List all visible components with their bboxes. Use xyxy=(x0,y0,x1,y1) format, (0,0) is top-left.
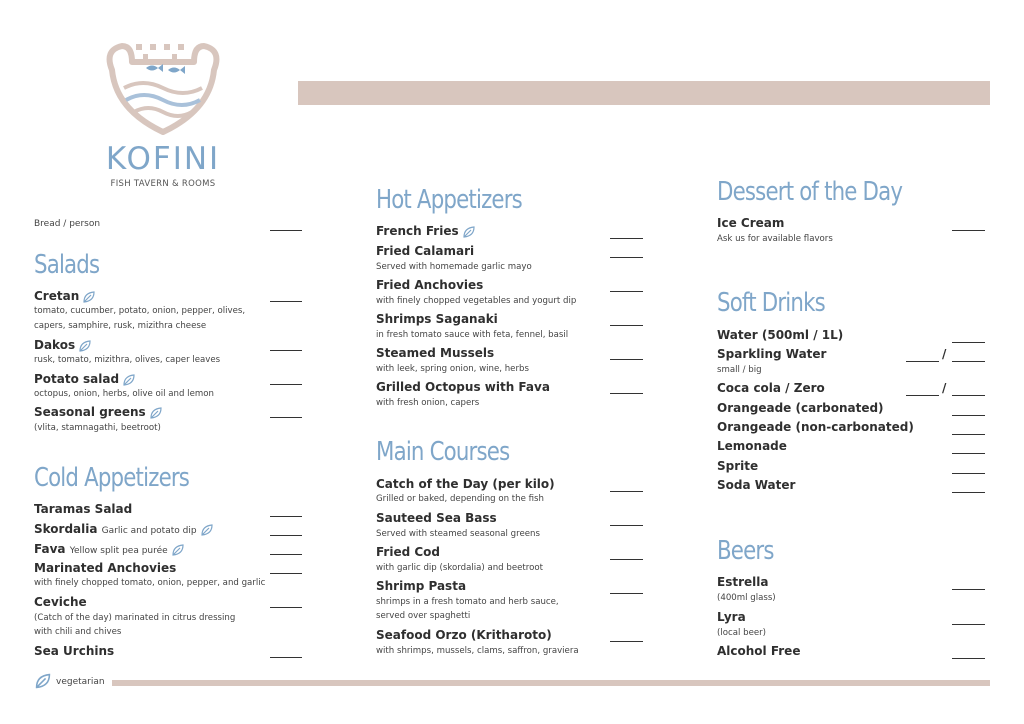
price-line xyxy=(906,394,939,396)
menu-item-desc: (400ml glass) xyxy=(717,593,776,603)
price-line xyxy=(270,229,302,231)
menu-item-desc: Served with steamed seasonal greens xyxy=(376,529,540,539)
menu-item-desc: with leek, spring onion, wine, herbs xyxy=(376,364,529,374)
section-title-main-courses: Main Courses xyxy=(376,437,510,467)
price-line xyxy=(610,558,643,560)
price-line xyxy=(270,572,302,574)
section-title-dessert: Dessert of the Day xyxy=(717,177,903,207)
menu-item-desc: with shrimps, mussels, clams, saffron, graviera xyxy=(376,646,579,656)
price-line xyxy=(610,256,643,258)
price-line xyxy=(610,358,643,360)
price-line xyxy=(952,588,985,590)
menu-item-name: Seafood Orzo (Kritharoto) xyxy=(376,628,552,642)
price-line xyxy=(270,416,302,418)
menu-item-name: Potato salad xyxy=(34,372,136,387)
price-line xyxy=(952,623,985,625)
section-title-hot-appetizers: Hot Appetizers xyxy=(376,185,522,215)
menu-item-desc: (local beer) xyxy=(717,628,767,638)
price-line xyxy=(270,606,302,608)
price-line xyxy=(610,237,643,239)
menu-item-name: Sparkling Water xyxy=(717,347,827,361)
price-line xyxy=(952,414,985,416)
section-title-cold-appetizers: Cold Appetizers xyxy=(34,463,190,493)
leaf-icon xyxy=(82,290,96,304)
menu-item-name: Skordalia Garlic and potato dip xyxy=(34,522,214,537)
price-separator: / xyxy=(942,347,947,361)
menu-item-name: Orangeade (non-carbonated) xyxy=(717,420,914,434)
section-title-beers: Beers xyxy=(717,536,774,566)
price-line xyxy=(270,300,302,302)
menu-item-name: Ice Cream xyxy=(717,216,785,230)
price-line xyxy=(610,392,643,394)
menu-item-name: Shrimps Saganaki xyxy=(376,312,498,326)
brand-name: KOFINI xyxy=(105,141,221,177)
price-line xyxy=(270,656,302,658)
leaf-icon xyxy=(34,672,52,690)
leaf-icon xyxy=(149,406,163,420)
bread-label: Bread / person xyxy=(34,219,101,229)
menu-item-name: Lemonade xyxy=(717,439,787,453)
leaf-icon xyxy=(122,373,136,387)
leaf-icon xyxy=(462,225,476,239)
bottom-decor-bar xyxy=(112,680,990,686)
menu-item-desc: in fresh tomato sauce with feta, fennel, basil xyxy=(376,330,569,340)
menu-item-name: Fried Calamari xyxy=(376,244,475,258)
menu-item-desc: small / big xyxy=(717,365,762,375)
price-separator: / xyxy=(942,381,947,395)
price-line xyxy=(952,433,985,435)
price-line xyxy=(952,341,985,343)
menu-item-name: Soda Water xyxy=(717,478,796,492)
menu-item-desc: with fresh onion, capers xyxy=(376,398,480,408)
menu-item-name: Sprite xyxy=(717,459,759,473)
menu-item-name: Dakos xyxy=(34,338,92,353)
menu-item-desc: with garlic dip (skordalia) and beetroot xyxy=(376,563,543,573)
leaf-icon xyxy=(78,339,92,353)
menu-item-desc: with chili and chives xyxy=(34,627,122,637)
menu-item-name: Taramas Salad xyxy=(34,502,133,516)
price-line xyxy=(270,553,302,555)
price-line xyxy=(270,383,302,385)
menu-item-name: Sauteed Sea Bass xyxy=(376,511,497,525)
price-line xyxy=(952,491,985,493)
menu-item-name: Marinated Anchovies xyxy=(34,561,177,575)
price-line xyxy=(952,472,985,474)
price-line xyxy=(610,290,643,292)
menu-item-name: Lyra xyxy=(717,610,746,624)
menu-item-desc: octopus, onion, herbs, olive oil and lemon xyxy=(34,389,214,399)
price-line xyxy=(952,452,985,454)
menu-item-desc: Ask us for available flavors xyxy=(717,234,833,244)
price-line xyxy=(610,490,643,492)
menu-item-name: Water (500ml / 1L) xyxy=(717,328,844,342)
menu-item-desc: shrimps in a fresh tomato and herb sauce, xyxy=(376,597,559,607)
price-line xyxy=(906,360,939,362)
brand-tagline: FISH TAVERN & ROOMS xyxy=(110,179,216,189)
price-line xyxy=(610,524,643,526)
price-line xyxy=(952,657,985,659)
menu-item-desc: Served with homemade garlic mayo xyxy=(376,262,532,272)
leaf-icon xyxy=(171,543,185,557)
price-line xyxy=(610,640,643,642)
menu-item-name: Ceviche xyxy=(34,595,87,609)
menu-item-desc: capers, samphire, rusk, mizithra cheese xyxy=(34,321,207,331)
menu-item-name: Alcohol Free xyxy=(717,644,801,658)
section-title-salads: Salads xyxy=(34,250,100,280)
leaf-icon xyxy=(200,523,214,537)
menu-item-name: Orangeade (carbonated) xyxy=(717,401,884,415)
menu-item-name: Seasonal greens xyxy=(34,405,163,420)
menu-item-desc: with finely chopped tomato, onion, pepper, and garlic xyxy=(34,578,266,588)
menu-item-name: Steamed Mussels xyxy=(376,346,495,360)
menu-item-name: Shrimp Pasta xyxy=(376,579,467,593)
menu-item-desc: (Catch of the day) marinated in citrus dressing xyxy=(34,613,236,623)
menu-item-desc: with finely chopped vegetables and yogurt dip xyxy=(376,296,577,306)
menu-item-name: Estrella xyxy=(717,575,769,589)
logo xyxy=(88,40,238,200)
price-line xyxy=(952,394,985,396)
top-decor-bar xyxy=(298,81,990,105)
price-line xyxy=(270,349,302,351)
price-line xyxy=(270,534,302,536)
menu-item-desc: rusk, tomato, mizithra, olives, caper leaves xyxy=(34,355,221,365)
price-line xyxy=(270,515,302,517)
menu-item-desc: tomato, cucumber, potato, onion, pepper, olives, xyxy=(34,306,246,316)
menu-item-name: Fava Yellow split pea purée xyxy=(34,542,185,557)
menu-item-name: Coca cola / Zero xyxy=(717,381,825,395)
price-line xyxy=(610,592,643,594)
price-line xyxy=(952,360,985,362)
menu-item-name: Fried Cod xyxy=(376,545,441,559)
price-line xyxy=(610,324,643,326)
menu-item-desc: served over spaghetti xyxy=(376,611,471,621)
menu-item-desc: (vlita, stamnagathi, beetroot) xyxy=(34,423,161,433)
menu-item-name: French Fries xyxy=(376,224,476,239)
price-line xyxy=(952,229,985,231)
section-title-soft-drinks: Soft Drinks xyxy=(717,288,825,318)
menu-item-name: Sea Urchins xyxy=(34,644,115,658)
menu-item-name: Grilled Octopus with Fava xyxy=(376,380,550,394)
basket-logo-icon xyxy=(98,40,228,140)
menu-item-name: Fried Anchovies xyxy=(376,278,484,292)
menu-item-desc: Grilled or baked, depending on the fish xyxy=(376,494,544,504)
legend-label: vegetarian xyxy=(56,677,105,687)
menu-item-name: Catch of the Day (per kilo) xyxy=(376,477,555,491)
menu-item-name: Cretan xyxy=(34,289,96,304)
